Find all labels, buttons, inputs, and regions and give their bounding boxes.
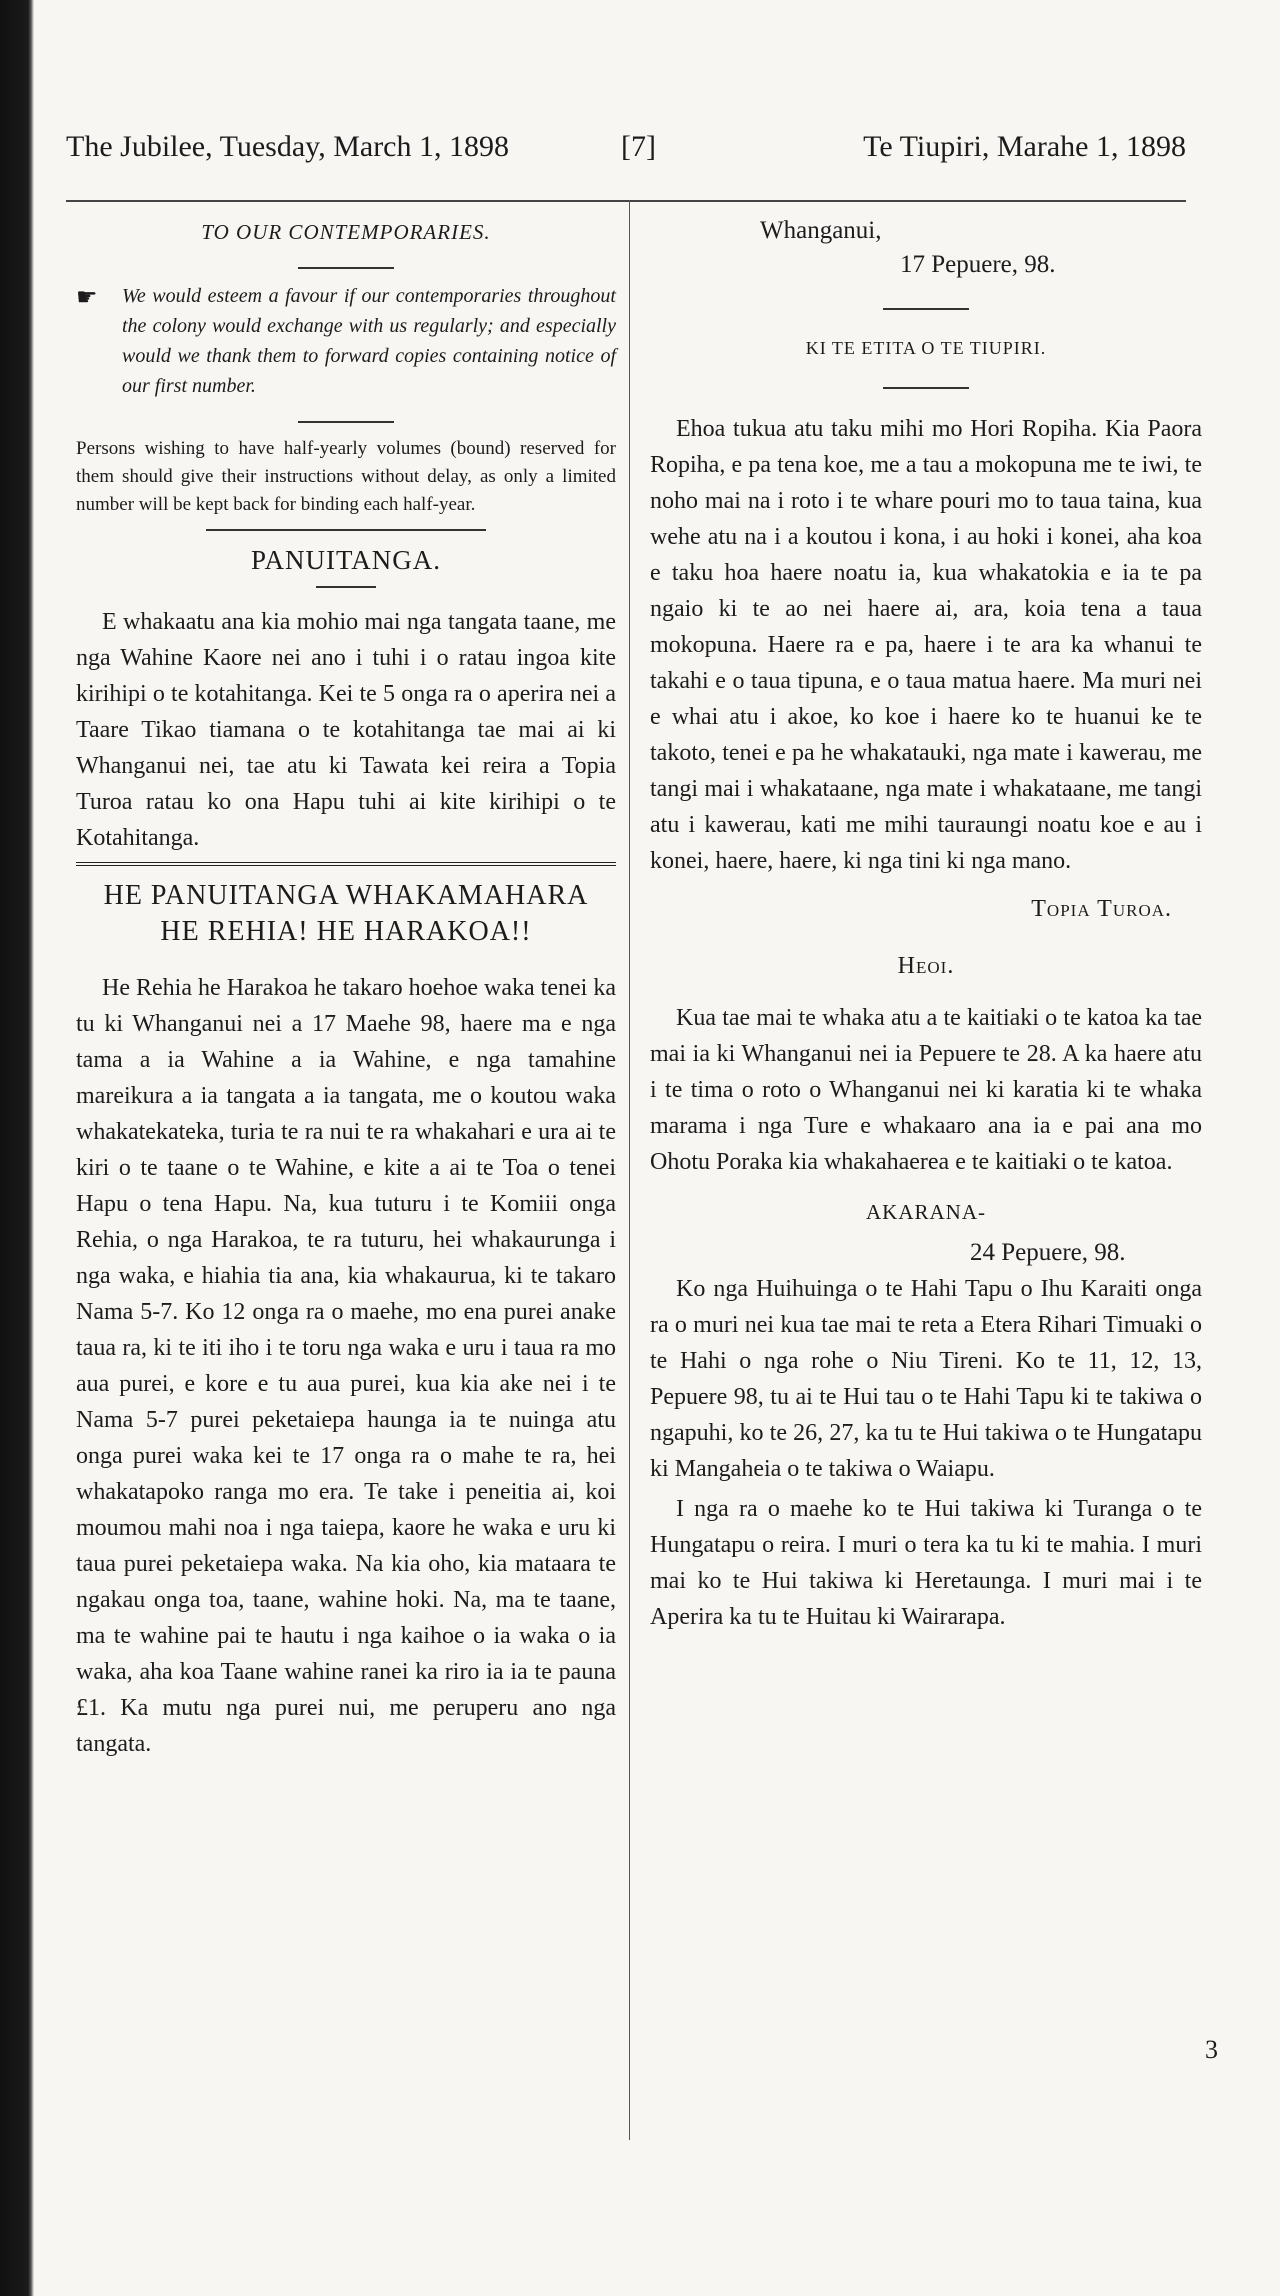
akarana-text-2: I nga ra o maehe ko te Hui takiwa ki Turanga o te Hungatapu o reira. I muri o tera ka tu ki te mahia. I muri mai ko te Hui takiwa ki Heretaunga. I muri mai i te Aperira ka tu te Huitau ki Wairarapa. [650, 1496, 1202, 1630]
column-divider [629, 200, 630, 2140]
divider [206, 529, 486, 531]
binding-notice: Persons wishing to have half-yearly volumes (bound) reserved for them should give their instructions without delay, as only a limited number will be kept back for binding each half-year. [76, 438, 616, 515]
editor-heading: KI TE ETITA O TE TIUPIRI. [805, 338, 1047, 358]
divider [883, 387, 969, 389]
page-header [66, 130, 1186, 178]
header-english-date: The Jubilee, Tuesday, March 1, 1898 [66, 130, 509, 163]
left-column [76, 214, 616, 1762]
contemporaries-text: We would esteem a favour if our contemporaries throughout the colony would exchange with us regularly; and especially would we thank them to forward copies containing notice of our first number. [122, 285, 616, 397]
pointing-hand-icon: ☛ [76, 285, 98, 311]
divider [883, 308, 969, 310]
page-mark: 3 [1205, 2035, 1218, 2064]
divider [298, 421, 394, 423]
akarana-date: 24 Pepuere, 98. [970, 1239, 1126, 1266]
contemporaries-notice [76, 281, 616, 401]
divider [298, 267, 394, 269]
heoi-text: Kua tae mai te whaka atu a te kaitiaki o te katoa ka tae mai ia ki Whanganui nei ia Pepuere te 28. A ka haere atu i te tima o roto o Whanganui nei ki karatia ki te whaka marama i nga Ture e whakaaro ana ia e pai ana mo Ohotu Poraka kia whakahaerea e te kaitiaki o te katoa. [650, 1005, 1202, 1175]
rehia-heading-line-1: HE PANUITANGA WHAKAMAHARA [103, 880, 589, 911]
right-column [650, 214, 1202, 1635]
rehia-heading-line-2: HE REHIA! HE HARAKOA!! [160, 916, 532, 947]
contemporaries-title: TO OUR CONTEMPORARIES. [201, 220, 491, 244]
letter-text: Ehoa tukua atu taku mihi mo Hori Ropiha. Kia Paora Ropiha, e pa tena koe, me a tau a mokopuna me te iwi, te noho mai na i roto i te whare pouri mo to taua taina, kua wehe atu na i a koutou i kona, i au hoki i konei, aha koa e taku hoa haere noatu ia, kua whakatokia e ia te pa ngaio ki te ao nei haere ai, ara, koia tena a taua mokopuna. Haere ra e pa, haere i te ara ka whanui te takahi e o taua tipuna, e o taua matua haere. Ma muri nei e whai atu i akoe, ko koe i haere ko te huanui ke te takoto, tenei e pa he whakatauki, nga mate i kawerau, me tangi mai i whakataane, nga mate i whakataane, me tangi atu i kawerau, kati me mihi tauraungi noatu koe e au i konei, haere, haere, ki nga tini ki nga mano. [650, 416, 1202, 874]
section-rule [76, 862, 616, 866]
letter-signature: Topia Turoa. [1031, 896, 1172, 922]
divider [316, 586, 376, 588]
header-rule [66, 200, 1186, 202]
letter-place: Whanganui, [760, 217, 882, 244]
panuitanga-heading: PANUITANGA. [250, 545, 442, 575]
panuitanga-text: E whakaatu ana kia mohio mai nga tangata taane, me nga Wahine Kaore nei ano i tuhi i o ratau ingoa kite kirihipi o te kotahitanga. Kei te 5 onga ra o aperira nei a Taare Tikao tiamana o te kotahitanga tae mai ai ki Whanganui nei, tae atu ki Tawata kei reira a Topia Turoa ratau ko ona Hapu tuhi ai kite kirihipi o te Kotahitanga. [76, 609, 616, 851]
letter-date: 17 Pepuere, 98. [900, 251, 1056, 278]
binding-edge [0, 0, 34, 2296]
heoi-heading: Heoi. [897, 953, 955, 979]
akarana-heading: AKARANA- [866, 1200, 986, 1224]
akarana-text-1: Ko nga Huihuinga o te Hahi Tapu o Ihu Karaiti onga ra o muri nei kua tae mai te reta a Etera Rihari Timuaki o te Hahi o nga rohe o Niu Tireni. Ko te 11, 12, 13, Pepuere 98, tu ai te Hui tau o te Hahi Tapu ki te takiwa o ngapuhi, ko te 26, 27, ka tu te Hui takiwa o te Hungatapu ki Mangaheia o te takiwa o Waiapu. [650, 1276, 1202, 1482]
header-maori-date: Te Tiupiri, Marahe 1, 1898 [863, 130, 1186, 163]
rehia-text: He Rehia he Harakoa he takaro hoehoe waka tenei ka tu ki Whanganui nei a 17 Maehe 98, haere ma e nga tama a ia Wahine a ia Wahine, e nga tamahine mareikura a ia tangata a ia tangata, me o koutou waka whakatekateka, turia te ra nui te ra whakahari e ura ai te kiri o te taane o te Wahine, e kite a ai te Toa o tenei Hapu o tena Hapu. Na, kua tuturu i te Komiii onga Rehia, o nga Harakoa, te ra tuturu, hei whakaurunga i nga waka, e hiahia tia ana, kia whakaurua, ki te takaro Nama 5-7. Ko 12 onga ra o maehe, mo ena purei anake taua ra, ki te iti iho i te toru nga waka e uru i taua ra mo aua purei, e kore e tu aua purei, kua kia ake nei i te Nama 5-7 purei peketaiepa haunga ia te nuinga atu onga purei waka kei te 17 onga ra o mahe te ra, hei whakatapoko ranga mo era. Te take i peneitia ai, koi moumou mahi noa i nga taiepa, kaore he waka e uru ki taua purei peketaiepa waka. Na kia oho, kia mataara te ngakau onga toa, taane, wahine hoki. Na, ma te taane, ma te wahine pai te hautu i nga kaihoe o ia waka o ia waka, aha koa Taane wahine ranei ka riro ia ia te pauna £1. Ka mutu nga purei nui, me peruperu ano nga tangata. [76, 975, 616, 1757]
page-number: [7] [621, 130, 656, 163]
